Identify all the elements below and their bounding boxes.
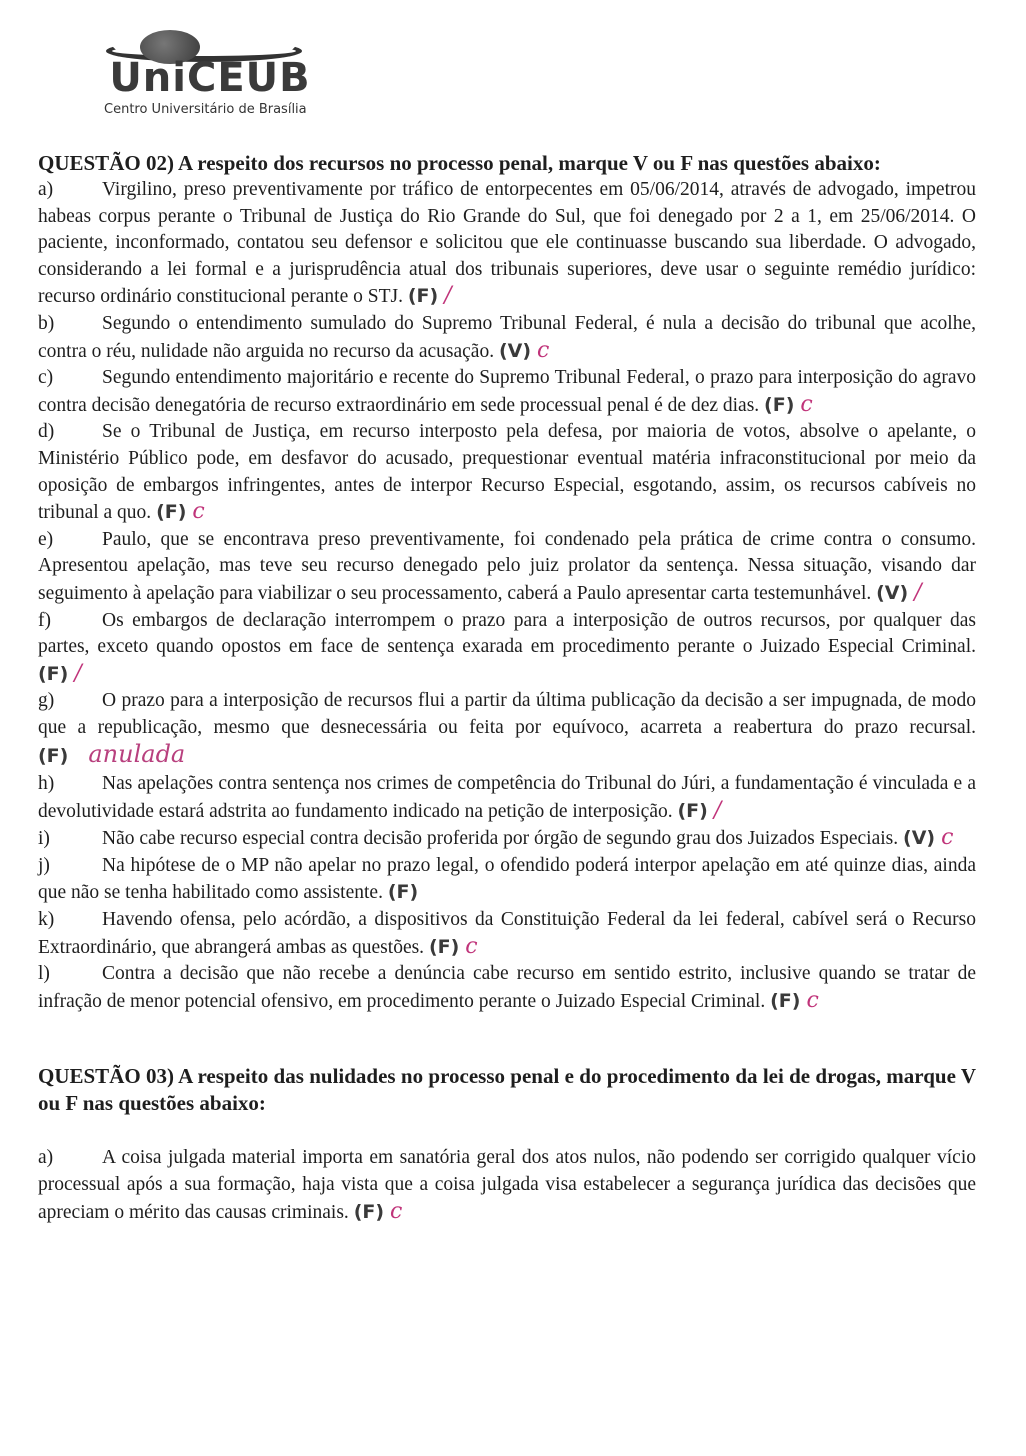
item-text: Não cabe recurso especial contra decisão proferida por órgão de segundo grau dos Juizados Especiais. [102, 828, 899, 850]
question-item [38, 1145, 976, 1226]
item-letter: j) [38, 854, 50, 876]
handwritten-answer: (F) [770, 989, 801, 1012]
item-letter: c) [38, 367, 54, 389]
logo-brand-text: UniCEUB [109, 55, 311, 101]
item-letter: f) [38, 609, 51, 631]
handwritten-answer: (F) [156, 501, 187, 524]
question-item [38, 825, 976, 853]
correction-mark: c [806, 987, 819, 1013]
handwritten-answer: (V) [498, 339, 532, 362]
question-item [38, 688, 976, 771]
item-text: Segundo o entendimento sumulado do Supremo Tribunal Federal, é nula a decisão do tribunal que acolhe, contra o réu, nulidade não arguida no recurso da acusação. [38, 312, 976, 362]
item-letter: b) [38, 312, 55, 334]
exam-page [38, 150, 976, 1226]
handwritten-answer: (F) [764, 393, 795, 416]
question-item [38, 907, 976, 961]
item-text: O prazo para a interposição de recursos flui a partir da última publicação da decisão a ser impugnada, de modo que a republicação, mesmo que desnecessária ou feita por equívoco, acarreta a reabertura do prazo recursal. [38, 690, 976, 738]
item-text: Os embargos de declaração interrompem o prazo para a interposição de outros recursos, por qualquer das partes, exceto quando opostos em face de sentença exarada em procedimento perante o Juizado Especial Criminal. [38, 609, 976, 658]
handwritten-answer: (F) [407, 285, 439, 308]
correction-mark: c [465, 933, 478, 959]
handwritten-answer: (F) [353, 1200, 385, 1223]
correction-mark: c [800, 391, 813, 417]
item-text: A coisa julgada material importa em sanatória geral dos atos nulos, não podendo ser corrigido qualquer vício processual após a sua formação, haja vista que a coisa julgada visa estabelecer a segurança jurídica das decisões que apreciam o mérito das causas criminais. [38, 1147, 976, 1223]
correction-mark: c [537, 337, 550, 363]
question-03-title: QUESTÃO 03) A respeito das nulidades no processo penal e do procedimento da lei de drogas, marque V ou F nas questões abaixo: [38, 1064, 976, 1116]
correction-mark: c [941, 825, 954, 851]
handwritten-answer: (F) [38, 745, 69, 768]
uniceub-logo [100, 26, 320, 116]
correction-mark: / [713, 797, 722, 823]
item-letter: l) [38, 963, 50, 985]
question-02-title: QUESTÃO 02) A respeito dos recursos no processo penal, marque V ou F nas questões abaixo: [38, 151, 881, 175]
handwritten-answer: (F) [387, 881, 419, 904]
correction-mark: / [444, 283, 452, 309]
correction-mark: / [914, 579, 922, 605]
question-item [38, 608, 976, 689]
handwritten-answer: (V) [876, 581, 909, 604]
item-letter: i) [38, 828, 50, 850]
item-letter: k) [38, 909, 55, 931]
question-item [38, 311, 976, 365]
question-item [38, 365, 976, 419]
question-02-items [38, 177, 976, 1015]
handwritten-answer: (F) [38, 662, 69, 685]
handwritten-answer: (F) [677, 799, 708, 822]
question-item [38, 177, 976, 311]
correction-note: anulada [88, 740, 186, 769]
item-text: Nas apelações contra sentença nos crimes de competência do Tribunal do Júri, a fundamentação é vinculada e a devolutividade estará adstrita ao fundamento indicado na petição de interposição. [38, 773, 976, 822]
correction-mark: c [390, 1198, 403, 1224]
item-letter: a) [38, 1147, 54, 1169]
question-item [38, 419, 976, 526]
correction-mark: c [192, 499, 205, 525]
question-item [38, 961, 976, 1015]
item-letter: d) [38, 421, 55, 443]
item-text: Paulo, que se encontrava preso preventivamente, foi condenado pela prática de crime contra o consumo. Apresentou apelação, mas teve seu recurso denegado pelo juiz prolator da sentença. Nessa situação, visando dar seguimento à apelação para viabilizar o seu processamento, caberá a Paulo apresentar carta testemunhável. [38, 528, 976, 604]
question-item [38, 771, 976, 825]
item-text: Virgilino, preso preventivamente por tráfico de entorpecentes em 05/06/2014, através de advogado, impetrou habeas corpus perante o Tribunal de Justiça do Rio Grande do Sul, que foi denegado por 2 a 1, em 25/06/2014. O paciente, inconformado, contatou seu defensor e solicitou que ele continuasse buscando sua liberdade. O advogado, considerando a lei formal e a jurisprudência atual dos tribunais superiores, deve usar o seguinte remédio jurídico: recurso ordinário constitucional perante o STJ. [38, 179, 976, 308]
item-text: Segundo entendimento majoritário e recente do Supremo Tribunal Federal, o prazo para interposição do agravo contra decisão denegatória de recurso extraordinário em sede processual penal é de dez dias. [38, 367, 976, 416]
item-text: Se o Tribunal de Justiça, em recurso interposto pela defesa, por maioria de votos, absolve o apelante, o Ministério Público pode, em desfavor do acusado, prequestionar eventual matéria infraconstitucional por meio da oposição de embargos infringentes, antes de interpor Recurso Especial, esgotando, assim, os recursos cabíveis no tribunal a quo. [38, 421, 976, 524]
item-letter: g) [38, 690, 55, 712]
item-letter: h) [38, 773, 55, 795]
item-text: Havendo ofensa, pelo acórdão, a dispositivos da Constituição Federal da lei federal, cabível será o Recurso Extraordinário, que abrangerá ambas as questões. [38, 909, 976, 958]
handwritten-answer: (V) [903, 827, 936, 850]
correction-mark: / [74, 660, 82, 686]
question-item [38, 527, 976, 608]
handwritten-answer: (F) [428, 935, 460, 958]
logo-subtitle: Centro Universitário de Brasília [104, 102, 307, 117]
question-03-items [38, 1145, 976, 1226]
item-letter: e) [38, 528, 54, 550]
question-item [38, 853, 976, 907]
item-letter: a) [38, 179, 54, 200]
item-text: Contra a decisão que não recebe a denúncia cabe recurso em sentido estrito, inclusive quando se tratar de infração de menor potencial ofensivo, em procedimento perante o Juizado Especial Criminal. [38, 963, 976, 1012]
item-text: Na hipótese de o MP não apelar no prazo legal, o ofendido poderá interpor apelação em até quinze dias, ainda que não se tenha habilitado como assistente. [38, 854, 976, 904]
